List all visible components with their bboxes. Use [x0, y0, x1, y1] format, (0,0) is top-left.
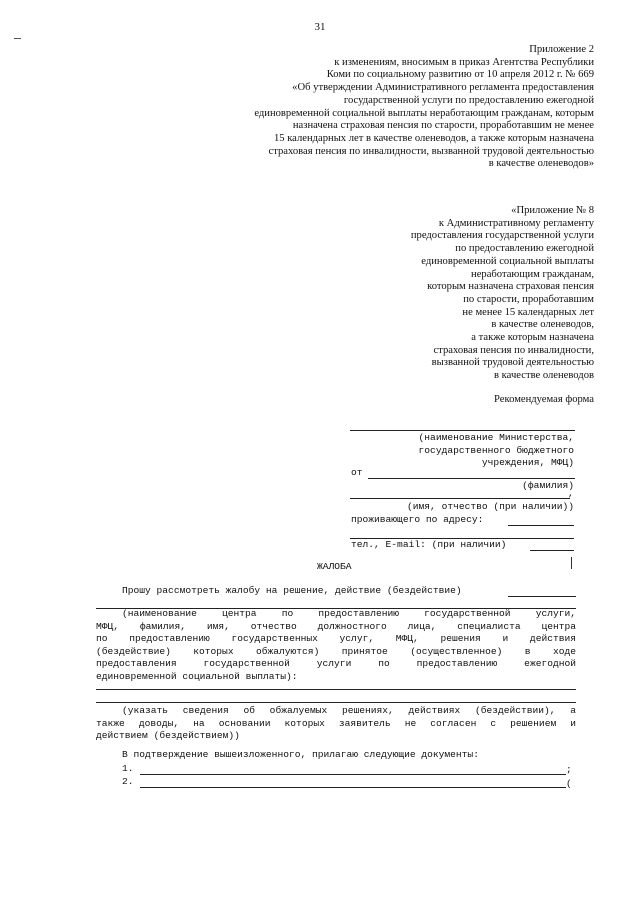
appendix-2-line: Приложение 2: [529, 44, 594, 55]
appendix-8-line: а также которым назначена: [471, 332, 594, 344]
surname-line: [368, 478, 575, 479]
request-text: Прошу рассмотреть жалобу на решение, действие (бездействие): [122, 585, 462, 596]
center-hint-line: МФЦ, фамилия, имя, отчество должностного лица, специалиста центра: [96, 620, 576, 632]
center-hint-line: единовременной социальной выплаты):: [96, 670, 298, 682]
page-number: 31: [314, 21, 326, 33]
details-hint-line: действием (бездействием)): [96, 730, 240, 742]
request-line: [508, 596, 576, 597]
scan-mark: [14, 38, 21, 39]
appendix-8-line: в качестве оленеводов,: [491, 319, 594, 331]
appendix-2-header: [254, 44, 594, 171]
appendix-8-line: страховая пенсия по инвалидности,: [433, 344, 594, 356]
appendix-8-header: [411, 205, 594, 383]
ministry-name-line: [350, 430, 575, 431]
contact-label: тел., E-mail: (при наличии): [351, 539, 507, 550]
attachment-2-line: [140, 787, 566, 788]
attachments-intro: В подтверждение вышеизложенного, прилагаю следующие документы:: [122, 749, 479, 760]
recommended-form-label: Рекомендуемая форма: [494, 394, 594, 405]
ministry-hint-line: (наименование Министерства,: [418, 432, 574, 443]
complaint-title: ЖАЛОБА: [317, 561, 352, 572]
first-name-line: [350, 498, 570, 499]
margin-mark: [571, 557, 572, 569]
center-hint-line: (бездействие) которых обжалуются) принятое (осуществленное) в ходе: [96, 645, 576, 657]
appendix-8-line: по старости, проработавшим: [463, 293, 594, 305]
appendix-8-line: неработающим гражданам,: [471, 268, 594, 280]
appendix-2-line: единовременной социальной выплаты неработающим гражданам, которым: [254, 107, 594, 119]
appendix-8-line: предоставления государственной услуги: [410, 230, 594, 242]
surname-hint: (фамилия): [522, 480, 574, 491]
appendix-2-line: «Об утверждении Административного регламента предоставления: [292, 82, 594, 94]
ministry-name-hint: [419, 432, 574, 470]
appendix-2-line: назначена страховая пенсия по старости, проработавшим не менее: [292, 120, 594, 132]
attachment-2-end: (: [566, 778, 572, 789]
address-label: проживающего по адресу:: [351, 514, 484, 525]
address-line-1: [508, 525, 574, 526]
ministry-hint-line: государственного бюджетного: [418, 444, 574, 456]
details-line-2: [96, 702, 576, 703]
appendix-2-line: в качестве оленеводов»: [488, 158, 594, 170]
appendix-2-line: страховая пенсия по инвалидности, вызванной трудовой деятельностью: [268, 145, 594, 157]
appendix-8-line: вызванной трудовой деятельностью: [431, 357, 594, 369]
center-hint: [96, 608, 576, 684]
name-hint: (имя, отчество (при наличии)): [407, 501, 574, 512]
name-comma: ,: [568, 488, 574, 499]
appendix-2-line: к изменениям, вносимым в приказ Агентства Республики: [334, 56, 594, 68]
center-hint-line: по предоставлению государственных услуг, МФЦ, решения и действия: [96, 633, 576, 645]
ministry-hint-line: учреждения, МФЦ): [481, 457, 574, 469]
center-hint-line: предоставления государственной услуги по предоставлению ежегодной: [96, 658, 576, 670]
appendix-2-line: государственной услуги по предоставлению ежегодной: [343, 94, 594, 106]
appendix-8-line: «Приложение № 8: [511, 205, 594, 216]
appendix-8-line: не менее 15 календарных лет: [462, 306, 594, 318]
appendix-8-line: которым назначена страховая пенсия: [427, 281, 594, 293]
attachment-1-end: ;: [566, 764, 572, 775]
appendix-2-line: 15 календарных лет в качестве оленеводов, а также которым назначена: [273, 132, 594, 144]
from-label: от: [351, 467, 363, 478]
appendix-8-line: в качестве оленеводов: [494, 370, 594, 382]
details-hint: [96, 705, 576, 743]
attachment-1-number: 1.: [122, 763, 134, 774]
details-hint-line: также доводы, на основании которых заявитель не согласен с решением и: [96, 717, 576, 729]
appendix-2-line: Коми по социальному развитию от 10 апреля 2012 г. № 669: [326, 69, 594, 81]
center-hint-line: (наименование центра по предоставлению государственной услуги,: [122, 608, 576, 619]
contact-line: [530, 550, 574, 551]
appendix-8-line: по предоставлению ежегодной: [455, 243, 594, 255]
appendix-8-line: единовременной социальной выплаты: [421, 255, 594, 267]
attachment-2-number: 2.: [122, 776, 134, 787]
details-hint-line: (указать сведения об обжалуемых решениях, действиях (бездействии), а: [122, 705, 576, 716]
appendix-8-line: к Административному регламенту: [438, 217, 594, 229]
attachment-1-line: [140, 774, 566, 775]
details-line-1: [96, 689, 576, 690]
